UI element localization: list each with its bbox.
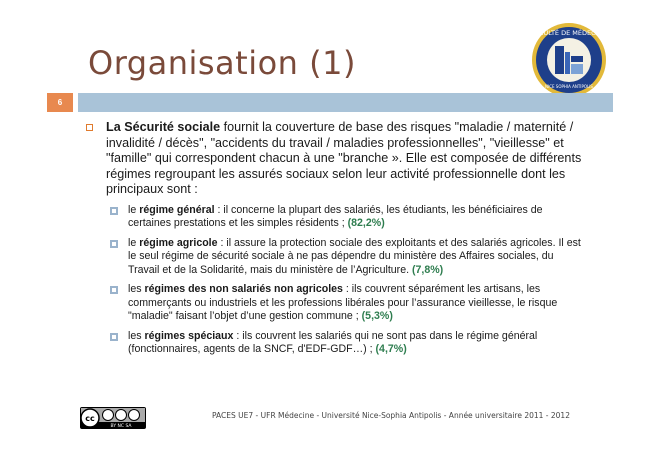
header-bar <box>78 93 613 112</box>
square-bullet-icon <box>110 207 118 215</box>
item-prefix: le <box>128 236 140 249</box>
item-text: : ils couvrent les salariés qui ne sont pas dans le régime général (fonctionnaires, agents de la SNCF, d'EDF-GDF…) ; <box>128 329 538 355</box>
intro-lead: La Sécurité sociale <box>106 120 221 134</box>
item-term: régime agricole <box>139 236 218 249</box>
item-percent: (5,3%) <box>361 310 393 322</box>
slide-title: Organisation (1) <box>88 44 356 82</box>
square-bullet-icon <box>110 240 118 248</box>
intro-paragraph <box>86 120 586 198</box>
intro-text: fournit la couverture de base des risques "maladie / maternité / invalidité / décès", "accidents du travail / maladies professionnelles", "vieillesse" et "famille" qui correspondent chacun à une "branche ». Elle est composée de différents régimes regroupant les assurés sociaux selon leur activité professionnelle dont les principaux sont : <box>106 120 582 196</box>
item-text: : ils couvrent séparément les artisans, les commerçants ou industriels et les professions libérales pour l’assurance vieillesse, le risque "maladie" faisant l’objet d’une gestion commune ; <box>128 283 558 322</box>
svg-text:cc: cc <box>85 414 95 423</box>
item-text: : il assure la protection sociale des exploitants et des salariés agricoles. Il est le seul régime de sécurité sociale à ne pas dépendre du ministère des Affaires sociales, du Travail et de la Solidarité, mais du ministère de l’Agriculture. <box>128 236 581 276</box>
footer-text: PACES UE7 - UFR Médecine - Université Nice-Sophia Antipolis - Année universitaire 2011 - 2012 <box>212 411 570 420</box>
item-term: régimes spéciaux <box>144 329 234 342</box>
item-percent: (7,8%) <box>412 263 444 276</box>
slide-content <box>86 120 586 357</box>
list-item <box>108 330 586 357</box>
page-number: 6 <box>47 93 73 112</box>
svg-text:FACULTÉ DE MÉDECINE: FACULTÉ DE MÉDECINE <box>531 29 607 37</box>
list-item <box>108 204 586 231</box>
item-text: : il concerne la plupart des salariés, les étudiants, les bénéficiaires de certaines prestations et les simples résidents ; <box>128 203 543 229</box>
item-prefix: les <box>128 329 145 342</box>
svg-text:NICE SOPHIA ANTIPOLIS: NICE SOPHIA ANTIPOLIS <box>545 84 593 89</box>
square-bullet-icon <box>86 124 93 131</box>
item-percent: (82,2%) <box>347 217 385 229</box>
square-bullet-icon <box>110 286 118 294</box>
list-item <box>108 237 586 278</box>
item-prefix: les <box>128 283 145 295</box>
item-term: régime général <box>139 203 215 216</box>
item-term: régimes des non salariés non agricoles <box>144 283 343 295</box>
faculty-seal-logo <box>531 22 607 98</box>
list-item <box>108 283 586 324</box>
square-bullet-icon <box>110 333 118 341</box>
creative-commons-license-icon <box>80 407 146 429</box>
item-prefix: le <box>128 203 140 216</box>
item-percent: (4,7%) <box>375 343 407 355</box>
license-labels: BY NC SA <box>110 424 132 429</box>
